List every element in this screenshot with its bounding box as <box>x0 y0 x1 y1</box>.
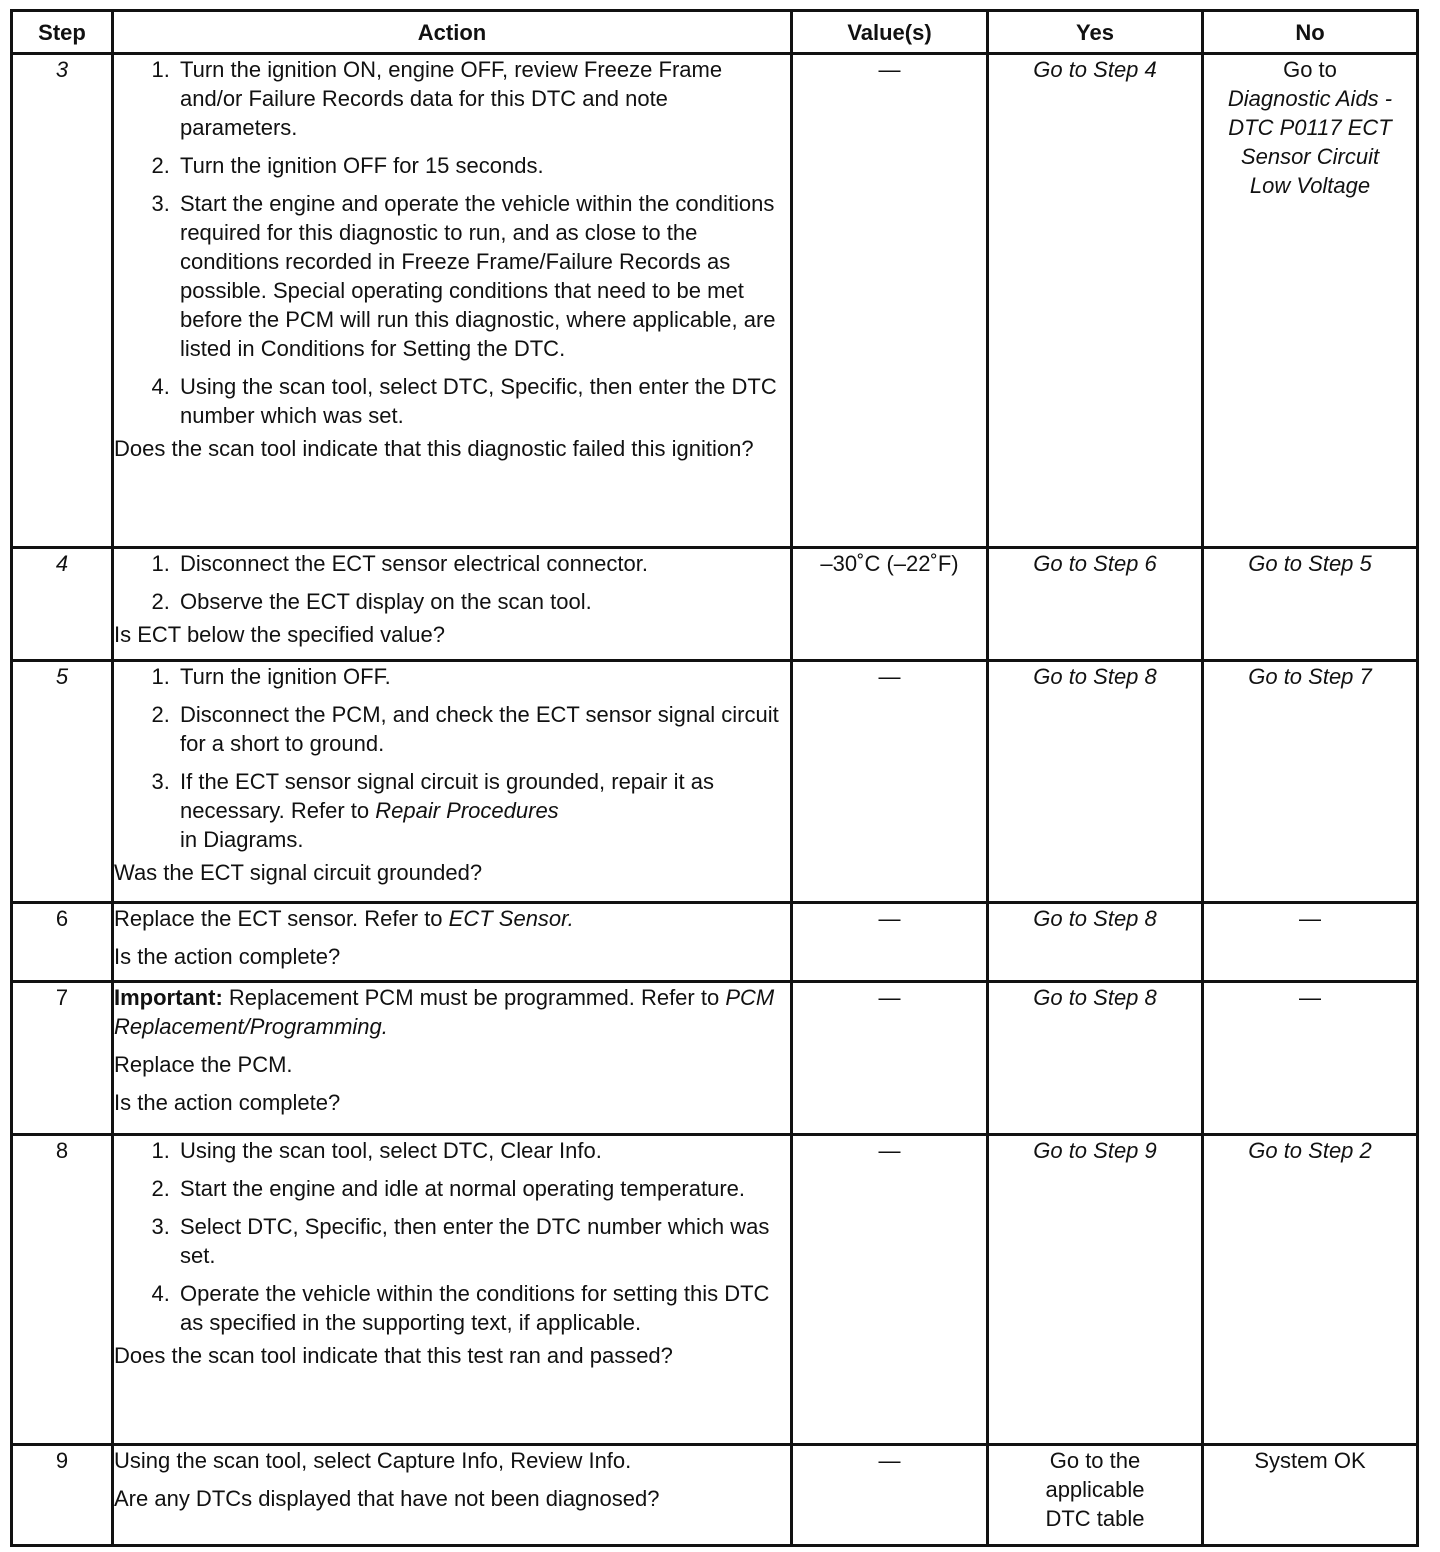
value-cell: –30˚C (–22˚F) <box>792 548 988 661</box>
yes-cell <box>988 1445 1203 1546</box>
yes-cell: Go to Step 6 <box>988 548 1203 661</box>
table-row-step-3 <box>12 54 1418 548</box>
action-item <box>176 767 790 854</box>
table-row-step-7 <box>12 982 1418 1135</box>
yes-line: applicable <box>1045 1477 1145 1502</box>
no-line: Go to <box>1283 57 1337 82</box>
no-cell: — <box>1203 903 1418 982</box>
table-row-step-5 <box>12 661 1418 903</box>
no-cell: — <box>1203 982 1418 1135</box>
step-number: 6 <box>12 903 113 982</box>
no-cell: System OK <box>1203 1445 1418 1546</box>
yes-cell: Go to Step 8 <box>988 982 1203 1135</box>
action-list <box>114 549 790 616</box>
action-item: 3. Start the engine and operate the vehicle within the conditions required for this diagnostic to run, and as close to the conditions recorded in Freeze Frame/Failure Records as possible. Special operating conditions that need to be met before the PCM will run this diagnostic, where applicable, are listed in Conditions for Setting the DTC. <box>176 189 790 363</box>
action-item: 1. Disconnect the ECT sensor electrical connector. <box>176 549 790 578</box>
yes-cell: Go to Step 8 <box>988 903 1203 982</box>
important-label: Important: <box>114 985 223 1010</box>
action-question: Was the ECT signal circuit grounded? <box>114 860 483 885</box>
action-question: Are any DTCs displayed that have not been diagnosed? <box>114 1486 660 1511</box>
diagnostic-table <box>10 9 1419 1547</box>
yes-line: Go to the <box>1049 1448 1141 1473</box>
action-item: 4. Using the scan tool, select DTC, Specific, then enter the DTC number which was set. <box>176 372 790 430</box>
table-row-step-8 <box>12 1135 1418 1445</box>
action-cell <box>113 1135 792 1445</box>
action-item: 4. Operate the vehicle within the conditions for setting this DTC as specified in the supporting text, if applicable. <box>176 1279 790 1337</box>
action-list <box>114 55 790 430</box>
step-number: 3 <box>12 54 113 548</box>
action-question: Is the action complete? <box>114 1090 341 1115</box>
ect-sensor-link[interactable]: ECT Sensor. <box>448 906 574 931</box>
diagnostic-page <box>10 9 1416 1547</box>
no-link-line: Low Voltage <box>1249 173 1371 198</box>
step-number: 8 <box>12 1135 113 1445</box>
step-number: 9 <box>12 1445 113 1546</box>
header-step: Step <box>12 11 113 54</box>
no-cell: Go to Step 7 <box>1203 661 1418 903</box>
action-list <box>114 1136 790 1337</box>
action-item: 1. Turn the ignition OFF. <box>176 662 790 691</box>
table-row-step-6 <box>12 903 1418 982</box>
step-number: 4 <box>12 548 113 661</box>
step-number: 5 <box>12 661 113 903</box>
pcm-replacement-link[interactable]: PCM Replacement/Programming. <box>114 985 775 1039</box>
action-question: Is the action complete? <box>114 944 341 969</box>
yes-cell: Go to Step 9 <box>988 1135 1203 1445</box>
yes-line: DTC table <box>1045 1506 1145 1531</box>
step-number: 7 <box>12 982 113 1135</box>
no-link-line: Sensor Circuit <box>1240 144 1380 169</box>
action-item: 2. Disconnect the PCM, and check the ECT sensor signal circuit for a short to ground. <box>176 700 790 758</box>
value-cell: — <box>792 1445 988 1546</box>
action-text-prefix: Replace the ECT sensor. Refer to <box>114 906 443 931</box>
table-row-step-9 <box>12 1445 1418 1546</box>
action-question: Does the scan tool indicate that this test ran and passed? <box>114 1343 673 1368</box>
action-list <box>114 662 790 854</box>
action-cell <box>113 548 792 661</box>
no-cell: Go to Step 5 <box>1203 548 1418 661</box>
no-cell <box>1203 54 1418 548</box>
no-link-line: Diagnostic Aids - <box>1227 86 1393 111</box>
important-note <box>114 983 790 1041</box>
action-text: Replace the PCM. <box>114 1052 293 1077</box>
action-cell <box>113 1445 792 1546</box>
action-item: 2. Start the engine and idle at normal operating temperature. <box>176 1174 790 1203</box>
action-cell <box>113 982 792 1135</box>
value-cell: — <box>792 903 988 982</box>
action-cell <box>113 903 792 982</box>
action-item: 2. Turn the ignition OFF for 15 seconds. <box>176 151 790 180</box>
value-cell: — <box>792 54 988 548</box>
action-item: 3. Select DTC, Specific, then enter the DTC number which was set. <box>176 1212 790 1270</box>
value-cell: — <box>792 661 988 903</box>
header-no: No <box>1203 11 1418 54</box>
value-cell: — <box>792 1135 988 1445</box>
action-item: 1. Turn the ignition ON, engine OFF, review Freeze Frame and/or Failure Records data for this DTC and note parameters. <box>176 55 790 142</box>
action-text: Using the scan tool, select Capture Info, Review Info. <box>114 1448 632 1473</box>
action-cell <box>113 54 792 548</box>
important-text: Replacement PCM must be programmed. Refer to <box>228 985 720 1010</box>
action-question: Does the scan tool indicate that this diagnostic failed this ignition? <box>114 436 754 461</box>
action-text <box>114 904 790 933</box>
header-values: Value(s) <box>792 11 988 54</box>
no-link-line: DTC P0117 ECT <box>1228 115 1392 140</box>
header-yes: Yes <box>988 11 1203 54</box>
header-row <box>12 11 1418 54</box>
action-question: Is ECT below the specified value? <box>114 622 445 647</box>
repair-procedures-link[interactable]: Repair Procedures <box>375 798 559 823</box>
value-cell: — <box>792 982 988 1135</box>
yes-cell: Go to Step 8 <box>988 661 1203 903</box>
no-cell: Go to Step 2 <box>1203 1135 1418 1445</box>
action-item: 2. Observe the ECT display on the scan tool. <box>176 587 790 616</box>
header-action: Action <box>113 11 792 54</box>
action-item: 1. Using the scan tool, select DTC, Clear Info. <box>176 1136 790 1165</box>
action-text: in Diagrams. <box>180 827 304 852</box>
yes-cell: Go to Step 4 <box>988 54 1203 548</box>
action-cell <box>113 661 792 903</box>
table-row-step-4 <box>12 548 1418 661</box>
action-text: If the ECT sensor signal circuit is grounded, repair it as necessary. Refer to <box>180 769 714 823</box>
